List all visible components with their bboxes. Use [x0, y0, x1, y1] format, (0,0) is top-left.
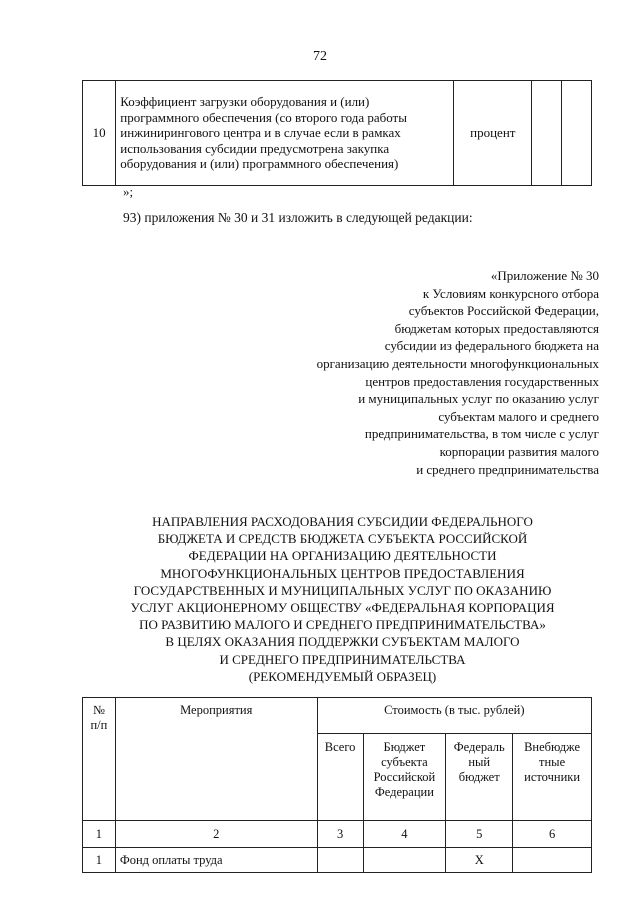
header-number-line: п/п [90, 718, 108, 732]
table-row [83, 81, 592, 186]
title-line: БЮДЖЕТА И СРЕДСТВ БЮДЖЕТА СУБЪЕКТА РОССИЙСКОЙ [157, 531, 528, 547]
indicator-description [116, 81, 454, 186]
description-line: Коэффициент загрузки оборудования и (или) [120, 94, 370, 110]
header-regional-line: субъекта [381, 755, 428, 769]
title-line: ФЕДЕРАЦИИ НА ОРГАНИЗАЦИЮ ДЕЯТЕЛЬНОСТИ [188, 548, 497, 564]
row-extra [513, 848, 592, 873]
header-federal-line: Федераль [453, 740, 505, 754]
empty-cell [532, 81, 562, 186]
column-index: 5 [446, 821, 513, 848]
appendix-line: к Условиям конкурсного отбора [422, 285, 599, 301]
appendix-line: бюджетам которых предоставляются [394, 320, 599, 336]
title-line: (РЕКОМЕНДУЕМЫЙ ОБРАЗЕЦ) [248, 668, 437, 684]
column-index: 3 [317, 821, 363, 848]
appendix-line: субъектам малого и среднего [438, 408, 599, 424]
appendix-line: предпринимательства, в том числе с услуг [364, 426, 599, 442]
appendix-line: и муниципальных услуг по оказанию услуг [358, 391, 599, 407]
column-index: 1 [83, 821, 116, 848]
header-extra-line: источники [524, 770, 581, 784]
title-line: В ЦЕЛЯХ ОКАЗАНИЯ ПОДДЕРЖКИ СУБЪЕКТАМ МАЛОГО [165, 634, 520, 650]
header-regional-line: Бюджет [383, 740, 426, 754]
header-extrabudgetary [513, 734, 592, 821]
closing-quote: »; [123, 184, 134, 199]
title-line: ПО РАЗВИТИЮ МАЛОГО И СРЕДНЕГО ПРЕДПРИНИМАТЕЛЬСТВА» [139, 617, 546, 633]
description-line: программного обеспечения (со второго года работы [120, 109, 407, 125]
row-federal: X [446, 848, 513, 873]
title-line: И СРЕДНЕГО ПРЕДПРИНИМАТЕЛЬСТВА [219, 651, 466, 667]
title-line: НАПРАВЛЕНИЯ РАСХОДОВАНИЯ СУБСИДИИ ФЕДЕРАЛЬНОГО [152, 514, 533, 529]
appendix-line: корпорации развития малого [439, 443, 599, 459]
header-federal-budget [446, 734, 513, 821]
column-index: 4 [363, 821, 446, 848]
header-regional-line: Федерации [374, 785, 434, 799]
row-activity: Фонд оплаты труда [115, 848, 317, 873]
header-federal-line: ный [468, 755, 491, 769]
table-row [83, 848, 592, 873]
page-number: 72 [313, 49, 327, 64]
header-regional-line: Российской [373, 770, 436, 784]
row-regional [363, 848, 446, 873]
cost-table [82, 697, 592, 873]
header-regional-budget [363, 734, 446, 821]
header-cost: Стоимость (в тыс. рублей) [317, 698, 591, 734]
indicator-table [82, 80, 592, 186]
column-index: 2 [115, 821, 317, 848]
column-index-row [83, 821, 592, 848]
title-line: МНОГОФУНКЦИОНАЛЬНЫХ ЦЕНТРОВ ПРЕДОСТАВЛЕНИЯ [160, 565, 525, 581]
document-title [60, 513, 625, 685]
appendix-line: и среднего предпринимательства [416, 461, 599, 477]
appendix-line: центров предоставления государственных [365, 373, 599, 389]
column-index: 6 [513, 821, 592, 848]
row-number: 10 [83, 81, 116, 186]
appendix-line: субсидии из федерального бюджета на [384, 338, 599, 354]
header-number [83, 698, 116, 821]
row-number: 1 [83, 848, 116, 873]
header-activity: Мероприятия [115, 698, 317, 821]
header-row [83, 698, 592, 734]
unit-cell: процент [454, 81, 532, 186]
amendment-text: 93) приложения № 30 и 31 изложить в следующей редакции: [123, 210, 473, 225]
appendix-line: субъектов Российской Федерации, [408, 303, 599, 319]
title-line: ГОСУДАРСТВЕННЫХ И МУНИЦИПАЛЬНЫХ УСЛУГ ПО ОКАЗАНИЮ [133, 582, 552, 598]
row-total [317, 848, 363, 873]
appendix-line: «Приложение № 30 [490, 268, 599, 283]
header-federal-line: бюджет [458, 770, 500, 784]
appendix-header [317, 267, 599, 478]
title-line: УСЛУГ АКЦИОНЕРНОМУ ОБЩЕСТВУ «ФЕДЕРАЛЬНАЯ КОРПОРАЦИЯ [130, 600, 555, 616]
header-number-line: № [92, 703, 105, 717]
description-line: инжинирингового центра и в случае если в рамках [120, 125, 401, 141]
empty-cell [562, 81, 592, 186]
description-line: использования субсидии предусмотрена закупка [120, 140, 390, 156]
header-total: Всего [317, 734, 363, 821]
header-extra-line: тные [539, 755, 566, 769]
header-extra-line: Внебюдже [524, 740, 581, 754]
description-line: оборудования и (или) программного обеспечения) [120, 156, 399, 172]
appendix-line: организацию деятельности многофункциональных [316, 355, 599, 371]
